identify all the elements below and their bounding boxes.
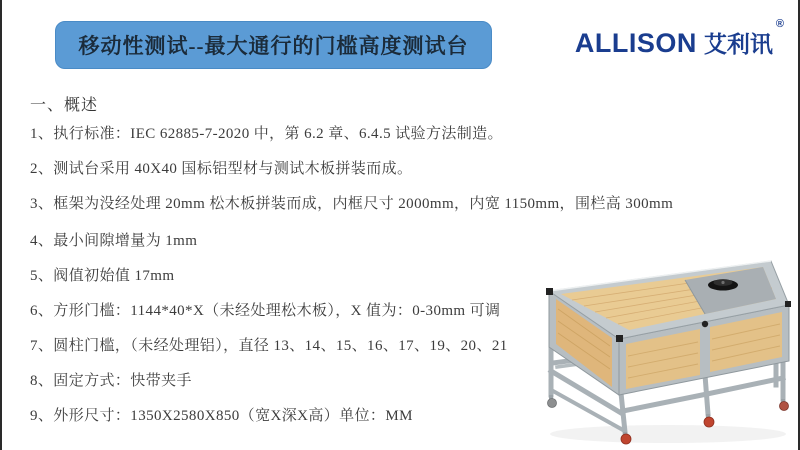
product-photo [533,243,798,448]
spec-item-5: 5、阀值初始值 17mm [30,268,175,284]
spec-item-3: 3、框架为没经处理 20mm 松木板拼装而成，内框尺寸 2000mm，内宽 1150mm，围栏高 300mm [30,196,674,212]
overview-heading: 一、概述 [30,97,99,114]
brand-logo [574,18,784,59]
title-banner [55,21,492,69]
spec-item-9: 9、外形尺寸：1350X2580X850（宽X深X高）单位：MM [30,408,413,424]
left-border [0,0,2,450]
spec-item-4: 4、最小间隙增量为 1mm [30,233,198,249]
spec-item-6: 6、方形门槛：1144*40*X（未经处理松木板），X 值为：0-30mm 可调 [30,303,501,319]
brand-logo-latin: ALLISON [574,28,697,58]
spec-item-1: 1、执行标准：IEC 62885-7-2020 中，第 6.2 章、6.4.5 试验方法制造。 [30,126,503,142]
registered-trademark-icon: ® [775,18,784,30]
spec-item-2: 2、测试台采用 40X40 国标铝型材与测试木板拼装而成。 [30,161,413,177]
photo-shadow [550,425,786,443]
brand-logo-cjk: 艾利讯 [703,31,773,57]
page-title: 移动性测试--最大通行的门槛高度测试台 [78,34,469,58]
spec-item-8: 8、固定方式：快带夹手 [30,373,192,389]
spec-item-7: 7、圆柱门槛，（未经处理铝），直径 13、14、15、16、17、19、20、21 [30,338,508,354]
